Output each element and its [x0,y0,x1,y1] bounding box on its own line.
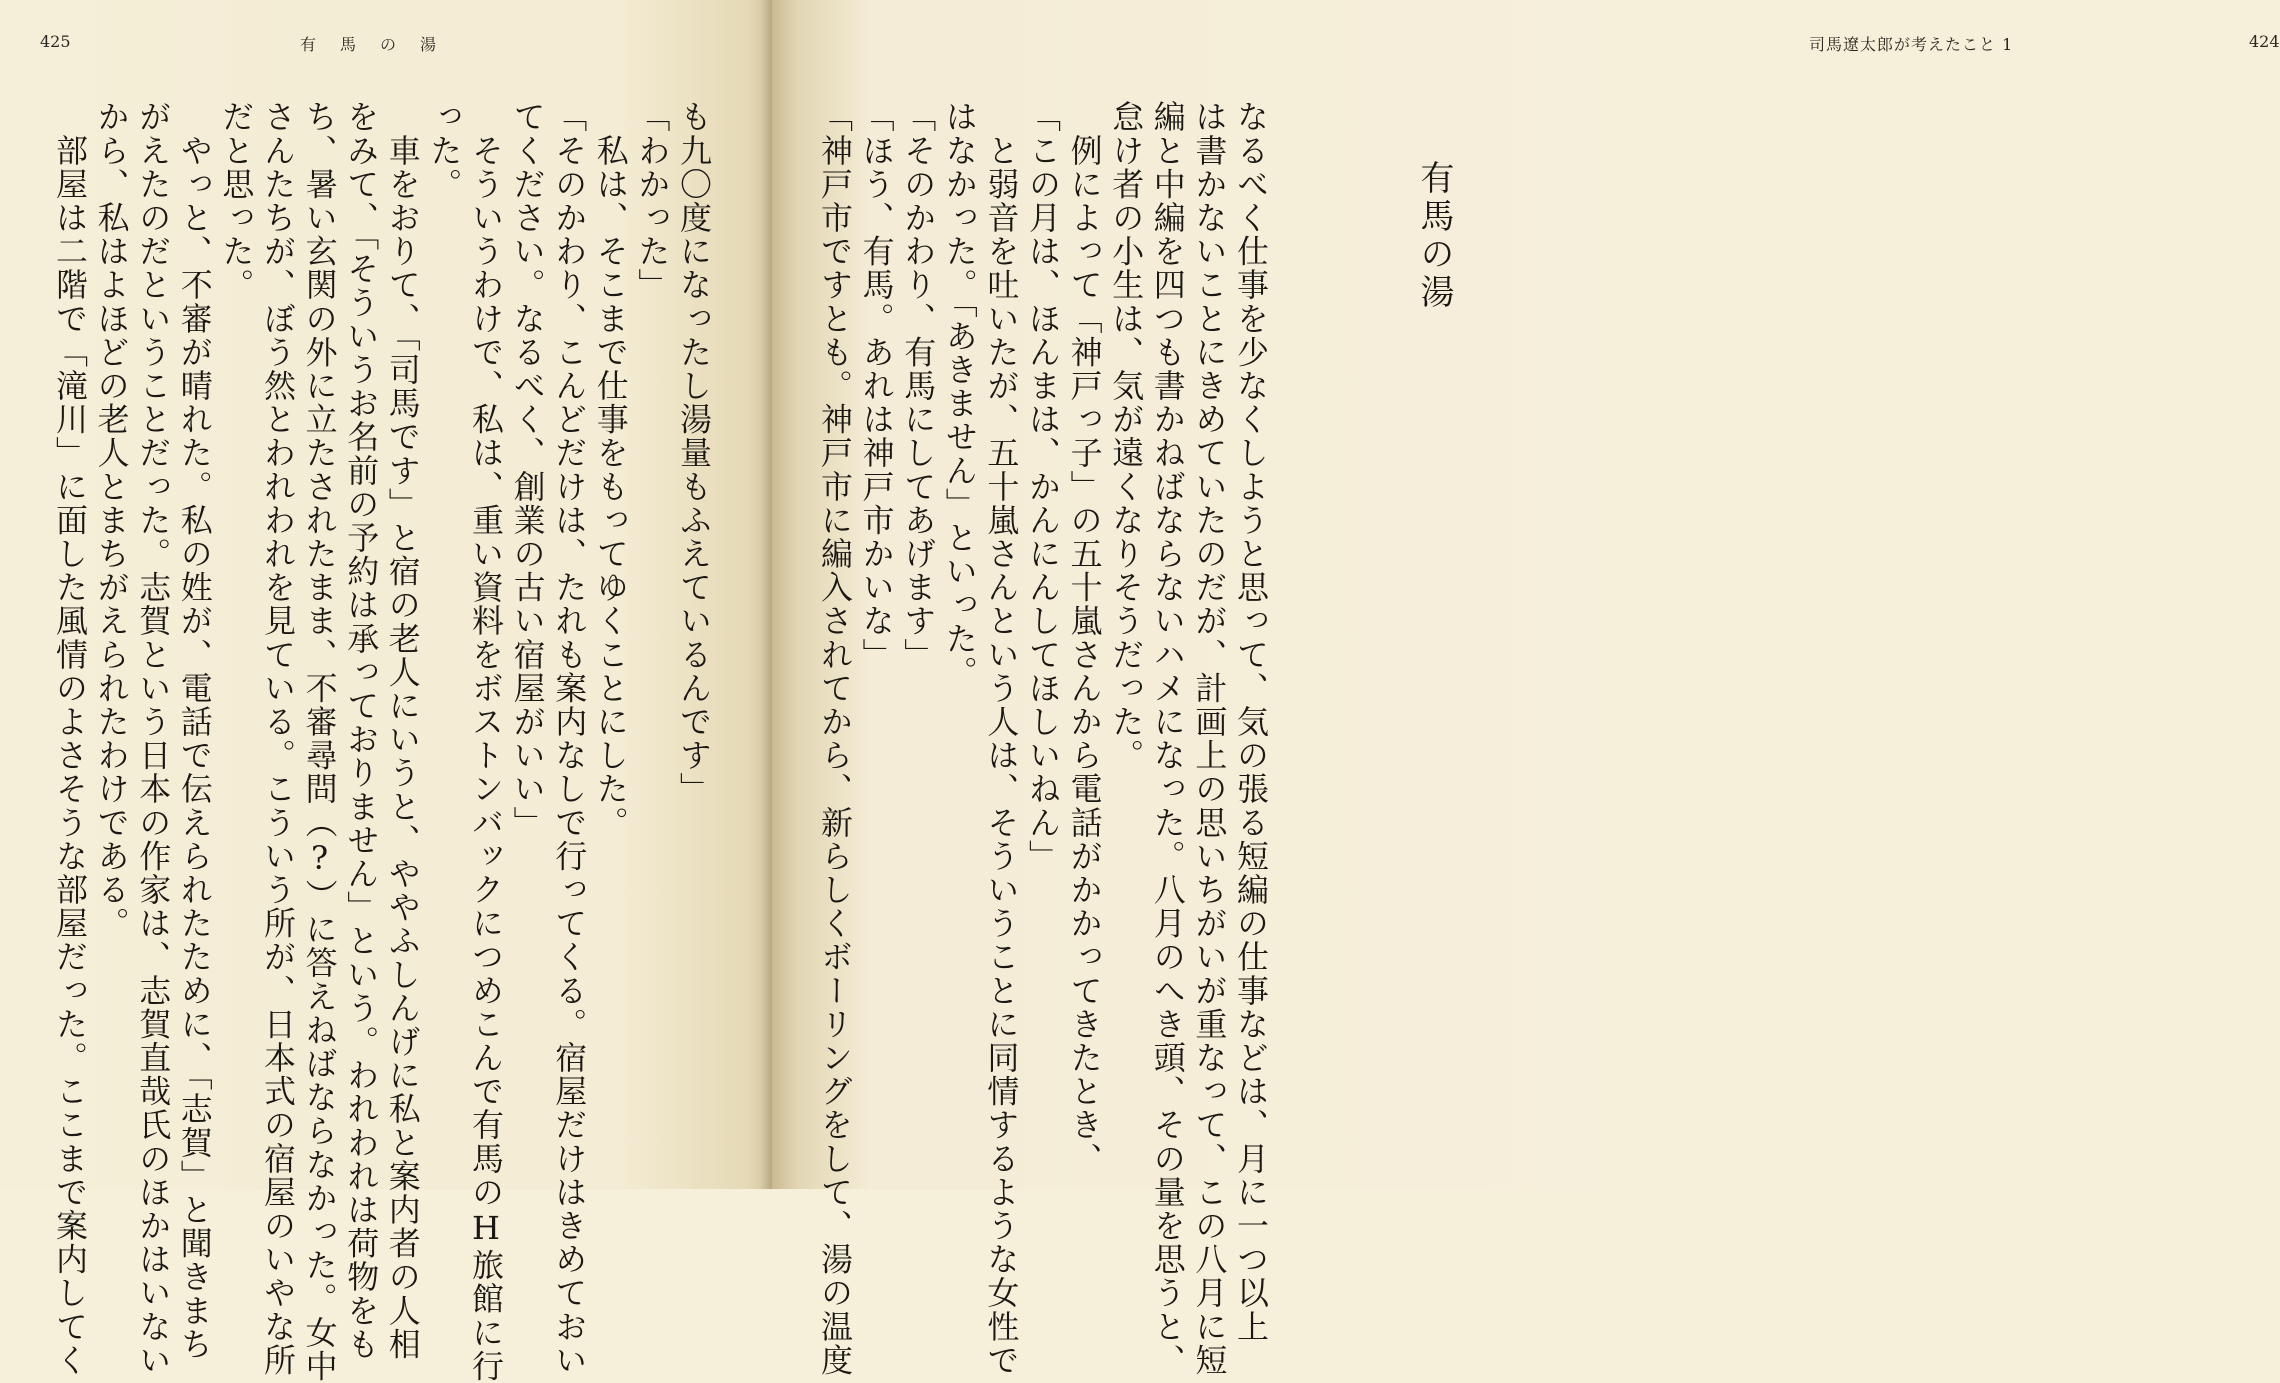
left-page-column: 部屋は二階で「滝川」に面した風情のよさそうな部屋だった。ここまで案内してく [51,100,89,1377]
left-page-column: ち、暑い玄関の外に立たされたまま、不審尋問（?）に答えねばならなかった。女中 [300,100,339,1383]
left-page-column: 私は、そこまで仕事をもってゆくことにした。 [591,100,630,840]
right-page-column: と弱音を吐いたが、五十嵐さんという人は、そういうことに同情するような女性で [982,100,1021,1377]
left-page-column: さんたちが、ぼう然とわれわれを見ている。こういう所が、日本式の宿屋のいやな所 [259,100,297,1377]
right-page-column: 「ほう、有馬。あれは神戸市かいな」 [857,100,896,672]
right-page-column: 「そのかわり、有馬にしてあげます」 [899,100,938,672]
right-page-column: 編と中編を四つも書かねばならないハメになった。八月のへき頭、その量を思うと、 [1148,100,1187,1377]
left-page-column: 「そのかわり、こんどだけは、たれも案内なしで行ってくる。宿屋だけはきめておい [550,100,589,1377]
left-page-column: そういうわけで、私は、重い資料をボストンバックにつめこんで有馬のH旅館に行 [467,100,505,1383]
right-page-column: は書かないことにきめていたのだが、計画上の思いちがいが重なって、この八月に短 [1190,100,1229,1377]
right-page-column: なるべく仕事を少なくしようと思って、気の張る短編の仕事などは、月に一つ以上 [1232,100,1270,1344]
right-page-column: 「この月は、ほんまは、かんにんしてほしいねん」 [1024,100,1062,873]
left-page-column: も九〇度になったし湯量もふえているんです」 [675,100,713,806]
running-head-left: 有馬の湯 [300,35,461,54]
running-head-right: 司馬遼太郎が考えたこと 1 [1809,35,2014,54]
right-page-column: 「神戸市ですとも。神戸市に編入されてから、新らしくボーリングをして、湯の温度 [816,100,854,1377]
left-page-column: から、私はよほどの老人とまちがえられたわけである。 [92,100,131,940]
left-page-column: 車をおりて、「司馬です」と宿の老人にいうと、ややふしんげに私と案内者の人相 [383,100,422,1361]
right-page-column: 例によって「神戸っ子」の五十嵐さんから電話がかかってきたとき、 [1065,100,1104,1176]
left-page-column: をみて、「そういうお名前の予約は承っておりません」という。われわれは荷物をも [342,100,381,1361]
left-page-column: がえたのだということだった。志賀という日本の作家は、志賀直哉氏のほかはいない [134,100,173,1377]
left-page-column: やっと、不審が晴れた。私の姓が、電話で伝えられたために、「志賀」と聞きまち [175,100,214,1361]
left-page-column: 「わかった」 [633,100,672,302]
page-number-left: 425 [40,32,71,51]
left-page-column: てください。なるべく、創業の古い宿屋がいい」 [508,100,547,840]
right-page-column: 怠け者の小生は、気が遠くなりそうだった。 [1107,100,1146,772]
right-page-column: はなかった。「あきません」といった。 [940,100,979,689]
article-title: 有馬の湯 [1414,160,1454,312]
left-page-column: だと思った。 [217,100,256,302]
page-number-right: 424 [2249,32,2280,51]
left-page-column: った。 [425,100,464,201]
